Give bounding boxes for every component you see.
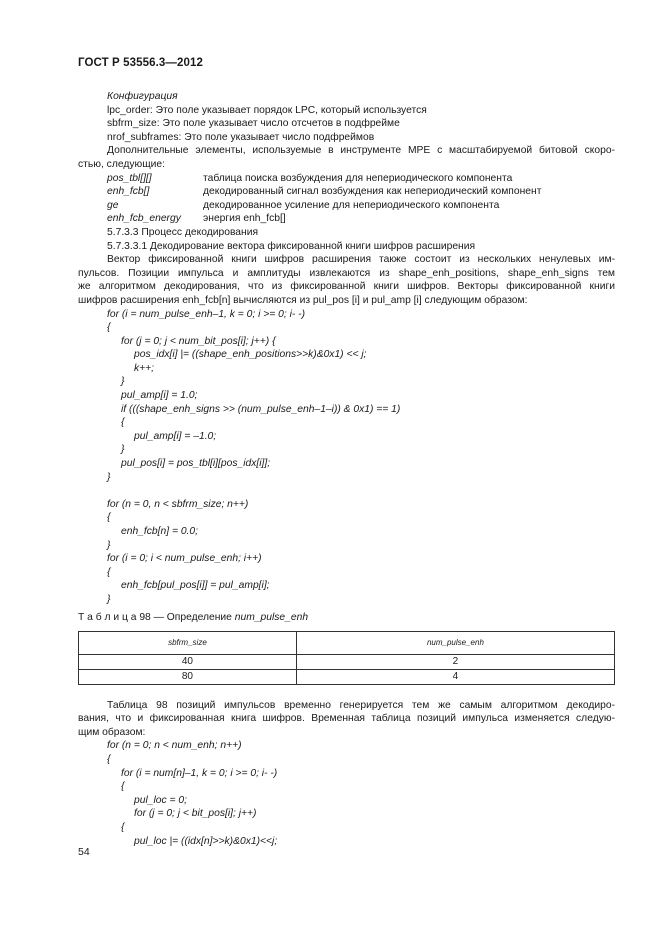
definition-desc: таблица поиска возбуждения для непериодического компонента bbox=[203, 172, 513, 184]
code-line: for (j = 0; j < bit_pos[i]; j++) bbox=[134, 808, 257, 820]
code-line: enh_fcb[pul_pos[i]] = pul_amp[i]; bbox=[121, 580, 270, 592]
definition-row bbox=[78, 212, 615, 226]
definition-term: ge bbox=[107, 199, 119, 211]
table-cell: 2 bbox=[296, 654, 614, 669]
code-block bbox=[78, 739, 615, 848]
code-line: { bbox=[121, 781, 125, 793]
definition-desc: декодированный сигнал возбуждения как непериодический компонент bbox=[203, 186, 542, 198]
table-cell: 40 bbox=[79, 654, 297, 669]
paragraph-line: шифров расширения enh_fcb[n] вычисляются из pul_pos [i] и pul_amp [i] следующим образом: bbox=[78, 294, 528, 306]
document-header: ГОСТ Р 53556.3—2012 bbox=[78, 57, 203, 69]
table-header-cell: sbfrm_size bbox=[79, 631, 297, 654]
code-line: for (n = 0; n < num_enh; n++) bbox=[107, 740, 242, 752]
table-caption-term: num_pulse_enh bbox=[234, 611, 309, 623]
code-line: enh_fcb[n] = 0.0; bbox=[121, 526, 199, 537]
code-line: { bbox=[107, 566, 111, 578]
code-line: { bbox=[107, 322, 111, 334]
paragraph-line: вания, что и фиксированная книга шифров. Временная таблица позиций импульса изменяется следую- bbox=[78, 713, 615, 725]
table-header-cell: num_pulse_enh bbox=[296, 631, 614, 654]
table-row bbox=[79, 654, 615, 669]
definition-term: enh_fcb_energy bbox=[107, 213, 181, 225]
aux-intro-line: стью, следующие: bbox=[78, 158, 166, 170]
table-cell: 80 bbox=[79, 669, 297, 684]
code-line: } bbox=[121, 444, 125, 456]
code-line: pul_amp[i] = 1.0; bbox=[121, 390, 198, 402]
table-row bbox=[79, 669, 615, 684]
definition-desc: декодированное усиление для непериодического компонента bbox=[203, 199, 500, 211]
config-line: nrof_subframes: Это поле указывает число подфреймов bbox=[107, 131, 375, 143]
code-line: k++; bbox=[134, 362, 155, 374]
table-cell: 4 bbox=[296, 669, 614, 684]
code-line bbox=[78, 484, 615, 498]
code-line: pul_amp[i] = –1.0; bbox=[134, 430, 217, 442]
paragraph-line: Вектор фиксированной книги шифров расширения также состоит из нескольких ненулевых им- bbox=[107, 254, 615, 266]
code-line: if (((shape_enh_signs >> (num_pulse_enh–1–i)) & 0x1) == 1) bbox=[121, 403, 401, 415]
table-header-row bbox=[79, 631, 615, 654]
definition-row bbox=[78, 199, 615, 213]
table-caption-prefix: Т а б л и ц а 98 — Определение bbox=[78, 611, 235, 623]
code-line: { bbox=[121, 821, 125, 833]
code-line: pul_loc = 0; bbox=[134, 794, 187, 806]
code-line: } bbox=[107, 471, 111, 483]
config-heading: Конфигурация bbox=[107, 91, 178, 102]
paragraph-line: же алгоритмом декодирования, что из фиксированной книги шифров. Векторы фиксированной книги bbox=[78, 281, 615, 293]
code-line: pul_loc |= ((idx[n]>>k)&0x1)<<j; bbox=[134, 835, 278, 847]
config-line: lpc_order: Это поле указывает порядок LPC, который используется bbox=[107, 104, 427, 116]
code-line: for (i = 0; i < num_pulse_enh; i++) bbox=[107, 553, 262, 565]
code-block bbox=[78, 308, 615, 607]
code-line: { bbox=[107, 753, 111, 765]
code-line: pos_idx[i] |= ((shape_enh_positions>>k)&0x1) << j; bbox=[134, 349, 367, 361]
code-line: for (i = num_pulse_enh–1, k = 0; i >= 0; i- -) bbox=[107, 308, 306, 320]
definition-row bbox=[78, 172, 615, 186]
code-line: { bbox=[107, 512, 111, 524]
code-line: for (i = num[n]–1, k = 0; i >= 0; i- -) bbox=[121, 767, 278, 779]
code-line: for (n = 0, n < sbfrm_size; n++) bbox=[107, 498, 249, 510]
paragraph-line: Таблица 98 позиций импульсов временно генерируется тем же самым алгоритмом декодиро- bbox=[107, 699, 615, 711]
document-body bbox=[78, 90, 615, 848]
code-line: { bbox=[121, 417, 125, 429]
section-heading: 5.7.3.3.1 Декодирование вектора фиксированной книги шифров расширения bbox=[107, 240, 476, 252]
page-number: 54 bbox=[78, 846, 90, 858]
code-line: } bbox=[107, 539, 111, 551]
paragraph-line: пульсов. Позиции импульса и амплитуды извлекаются из shape_enh_positions, shape_enh_signs тем bbox=[78, 267, 615, 279]
aux-intro-line: Дополнительные элементы, используемые в инструменте MPE с масштабируемой битовой скоро- bbox=[107, 145, 615, 157]
code-line: for (j = 0; j < num_bit_pos[i]; j++) { bbox=[121, 335, 276, 347]
table-98 bbox=[78, 631, 615, 685]
code-line: } bbox=[121, 376, 125, 388]
paragraph-line: щим образом: bbox=[78, 726, 146, 738]
code-line: pul_pos[i] = pos_tbl[i][pos_idx[i]]; bbox=[121, 458, 271, 470]
definition-row bbox=[78, 185, 615, 199]
table-caption bbox=[78, 611, 615, 625]
code-line: } bbox=[107, 593, 111, 605]
config-line: sbfrm_size: Это поле указывает число отсчетов в подфрейме bbox=[107, 118, 400, 130]
definition-desc: энергия enh_fcb[] bbox=[203, 213, 286, 225]
definition-term: enh_fcb[] bbox=[107, 186, 150, 198]
definition-term: pos_tbl[][] bbox=[107, 172, 152, 184]
section-heading: 5.7.3.3 Процесс декодирования bbox=[107, 226, 259, 238]
